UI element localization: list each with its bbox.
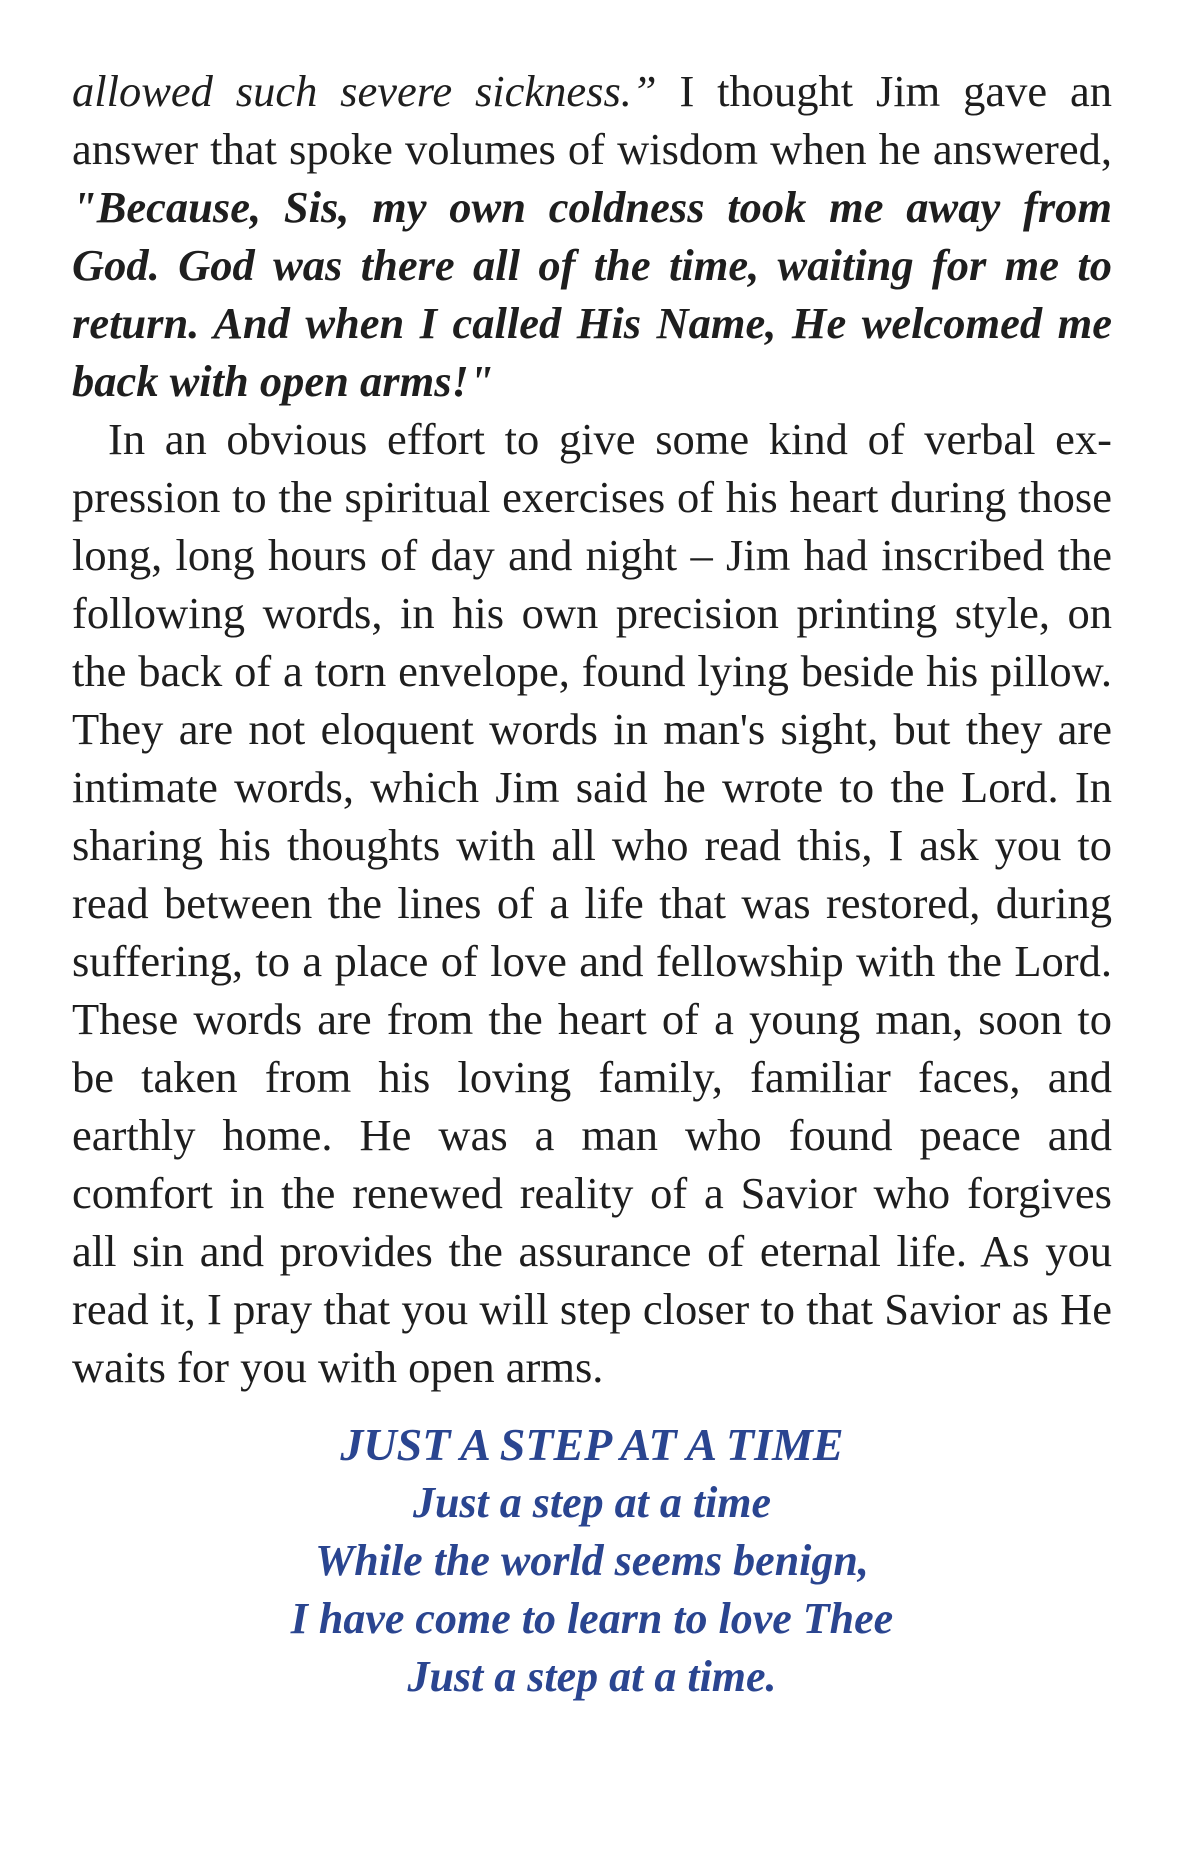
poem [72, 1416, 1112, 1706]
poem-line: Just a step at a time [412, 1478, 772, 1527]
quote-ending: allowed such severe sickness.” [72, 66, 657, 116]
poem-line: While the world seems benign, [315, 1536, 869, 1585]
jim-quote: "Because, Sis, my own coldness took me away from God. God was there all of the time, waiting for me to return. And when I called His Name, He welcomed me back with open arms!" [72, 182, 1112, 406]
page-content [72, 62, 1112, 1706]
paragraph-2: In an obvious effort to give some kind of verbal expression to the spiritual exercises of his heart during those long, long hours of day and night – Jim had inscribed the following words, in his own precision printing style, on the back of a torn envelope, found lying beside his pillow. They are not eloquent words in man's sight, but they are intimate words, which Jim said he wrote to the Lord. In sharing his thoughts with all who read this, I ask you to read between the lines of a life that was restored, during suffering, to a place of love and fellowship with the Lord. These words are from the heart of a young man, soon to be taken from his loving family, familiar faces, and earthly home. He was a man who found peace and comfort in the renewed reality of a Savior who forgives all sin and provides the assurance of eternal life. As you read it, I pray that you will step closer to that Savior as He waits for you with open arms. [72, 414, 1112, 1392]
poem-line: Just a step at a time. [407, 1652, 777, 1701]
poem-line: I have come to learn to love Thee [290, 1594, 894, 1643]
poem-title: JUST A STEP AT A TIME [340, 1419, 844, 1470]
narration-text: I thought Jim gave an answer that spoke volumes of wisdom when he answered, [72, 66, 1112, 174]
paragraph-1 [72, 62, 1112, 410]
